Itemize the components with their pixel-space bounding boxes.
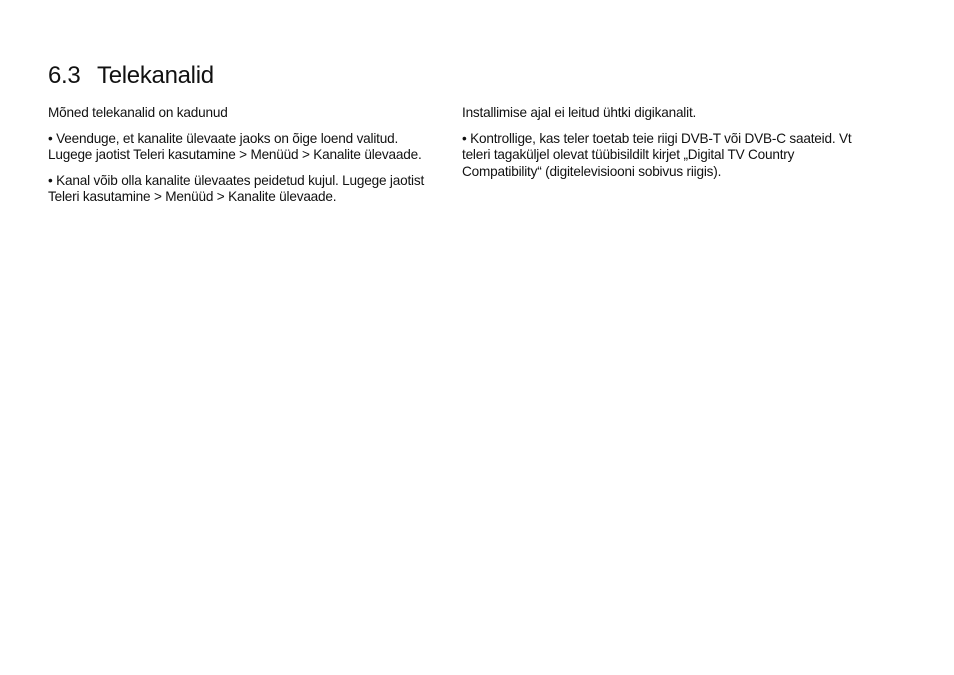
right-column-heading: Installimise ajal ei leitud ühtki digikanalit. — [462, 105, 697, 120]
left-column — [48, 105, 438, 215]
right-bullet-1: • Kontrollige, kas teler toetab teie riigi DVB-T või DVB-C saateid. Vt teleri tagaküljel olevat tüübisildilt kirjet „Digital TV Country Compatibility“ (digitelevisiooni sobivus riigis). — [462, 130, 852, 179]
section-title — [48, 60, 214, 92]
left-column-heading: Mõned telekanalid on kadunud — [48, 105, 228, 120]
left-bullet-1: • Veenduge, et kanalite ülevaate jaoks on õige loend valitud. Lugege jaotist Teleri kasutamine > Menüüd > Kanalite ülevaade. — [48, 130, 422, 162]
section-title-text: Telekanalid — [97, 62, 214, 89]
left-bullet-2: • Kanal võib olla kanalite ülevaates peidetud kujul. Lugege jaotist Teleri kasutamine > Menüüd > Kanalite ülevaade. — [48, 172, 425, 204]
right-column — [462, 105, 852, 189]
section-number: 6.3 — [48, 62, 81, 89]
